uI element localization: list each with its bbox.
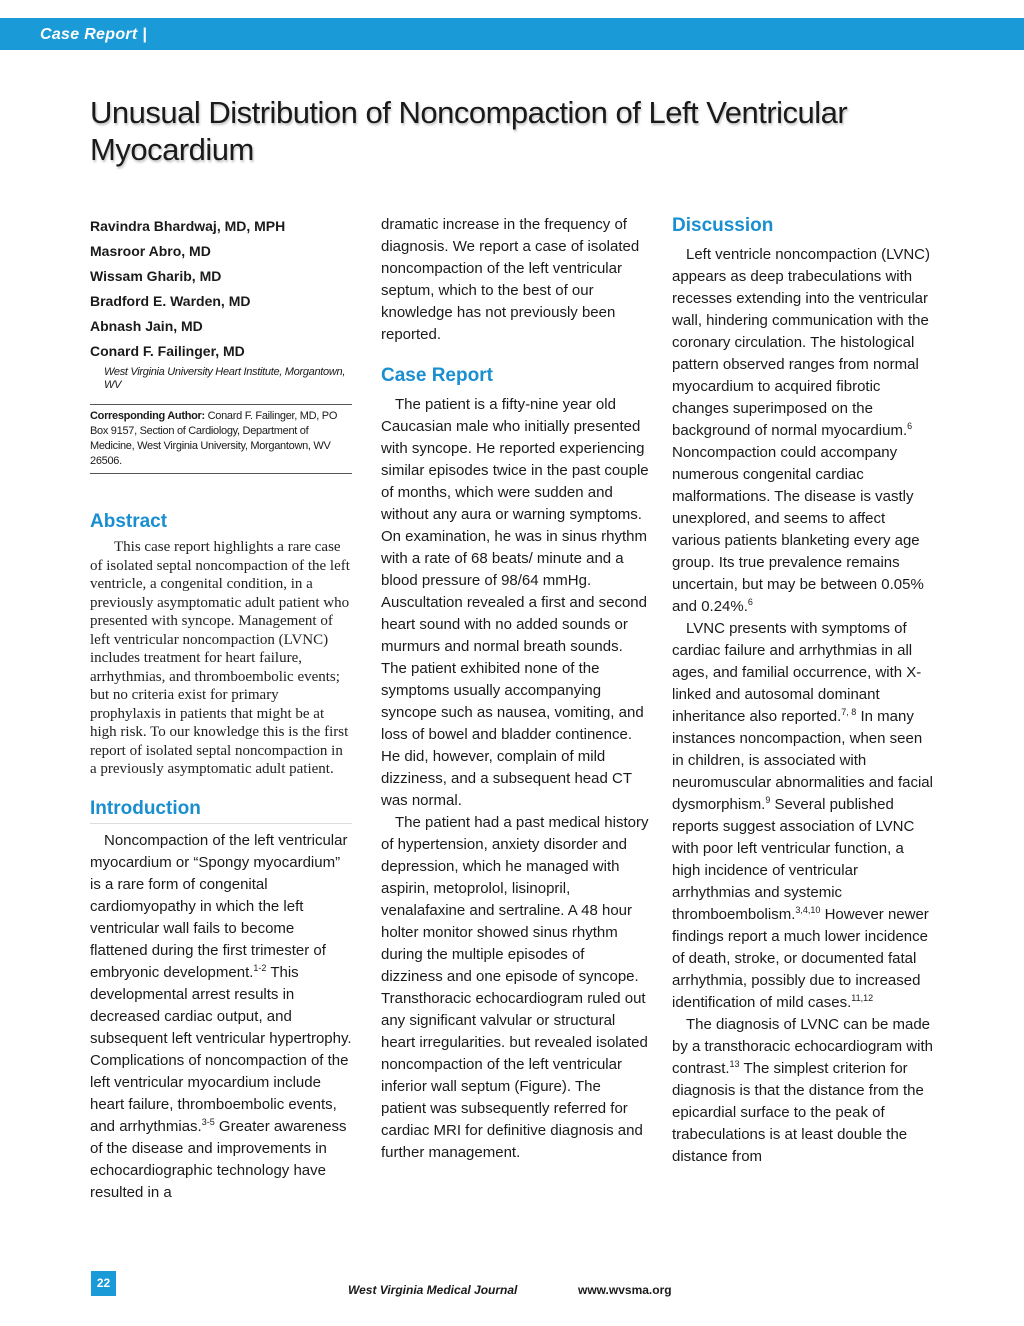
text-run: The simplest criterion for diagnosis is that the distance from the epicardial surface to the peak of trabeculations is at least double the distance from [672, 1060, 924, 1165]
column-1 [90, 214, 352, 1204]
discussion-paragraph [672, 1014, 934, 1168]
article-title: Unusual Distribution of Noncompaction of Left Ventricular Myocardium [90, 95, 848, 167]
corresponding-label: Corresponding Author: [90, 410, 205, 422]
citation: 1-2 [253, 962, 267, 973]
case-report-paragraph: The patient had a past medical history of hypertension, anxiety disorder and depression, which he managed with aspirin, metoprolol, lisinopril, venalafaxine and sertraline. A 48 hour holter monitor showed sinus rhythm during the multiple episodes of dizziness and one episode of syncope. Transthoracic echocardiogram ruled out any significant valvular or structural heart irregularities. but revealed isolated noncompaction of the left ventricular inferior wall septum (Figure). The patient was subsequently referred for cardiac MRI for definitive diagnosis and further management. [381, 814, 649, 1161]
abstract-text: This case report highlights a rare case of isolated septal noncompaction of the left ventricle, a congenital condition, in a previously asymptomatic adult patient who presented with syncope. Management of left ventricular noncompaction (LVNC) includes treatment for heart failure, arrhythmias, and thromboembolic events; but no criteria exist for primary prophylaxis in patients that might be at high risk. To our knowledge this is the first report of isolated septal noncompaction in a previously asymptomatic adult patient. [90, 539, 350, 777]
discussion-paragraph [672, 244, 934, 618]
author: Conard F. Failinger, MD [90, 343, 245, 359]
journal-url: www.wvsma.org [578, 1283, 672, 1297]
section-label: Case Report | [40, 26, 148, 43]
author-list [90, 214, 352, 392]
text-run: Greater awareness of the disease and improvements in echocardiographic technology have resulted in a [90, 1117, 347, 1201]
text-run: Noncompaction could accompany numerous congenital cardiac malformations. The disease is vastly unexplored, and seems to affect various patients blanketing every age group. Its true prevalence remains uncertain, but may be between 0.05% and 0.24%. [672, 444, 924, 615]
author: Wissam Gharib, MD [90, 268, 222, 284]
discussion-paragraph [672, 618, 934, 1014]
divider [90, 473, 352, 474]
text-run: The diagnosis of LVNC can be made by a transthoracic echocardiogram with contrast. [672, 1016, 933, 1077]
text-run: This developmental arrest results in decreased cardiac output, and subsequent left ventricular hypertrophy. Complications of noncompaction of the left ventricular myocardium include heart failure, thromboembolic events, and arrhythmias. [90, 963, 352, 1135]
divider [90, 404, 352, 405]
page-number: 22 [91, 1271, 116, 1296]
citation: 3,4,10 [795, 905, 821, 915]
text-run: In many instances noncompaction, when seen in children, is associated with neuromuscular abnormalities and facial dysmorphism. [672, 708, 933, 813]
column-3 [672, 214, 934, 1168]
text-run: LVNC presents with symptoms of cardiac failure and arrhythmias in all ages, and familial occurrence, with X-linked and autosomal dominant inheritance also reported. [672, 620, 922, 725]
case-report-heading: Case Report [381, 365, 493, 386]
citation: 6 [747, 597, 753, 607]
header-band [0, 18, 1024, 50]
text-run: Noncompaction of the left ventricular myocardium or “Spongy myocardium” is a rare form of congenital cardiomyopathy in which the left ventricular wall fails to become flattened during the first trimester of embryonic development. [90, 831, 348, 981]
text-run: Left ventricle noncompaction (LVNC) appears as deep trabeculations with recesses extending into the ventricular wall, hindering communication with the coronary circulation. The histological pattern observed ranges from normal myocardium to acquired fibrotic changes superimposed on the background of normal myocardium. [672, 246, 930, 439]
journal-name: West Virginia Medical Journal [348, 1283, 518, 1297]
column-2 [381, 214, 649, 1164]
author: Abnash Jain, MD [90, 318, 203, 334]
corresponding-text: Conard F. Failinger, MD, PO Box 9157, Section of Cardiology, Department of Medicine, West Virginia University, Morgantown, WV 26506. [90, 410, 338, 467]
citation: 11,12 [851, 993, 874, 1003]
author: Ravindra Bhardwaj, MD, MPH [90, 218, 286, 234]
corresponding-author [90, 409, 352, 469]
citation: 6 [907, 421, 913, 431]
introduction-paragraph-continued: dramatic increase in the frequency of diagnosis. We report a case of isolated noncompaction of the left ventricular septum, which to the best of our knowledge has not previously been reported. [381, 216, 640, 343]
introduction-paragraph [90, 830, 352, 1204]
citation: 7, 8 [841, 707, 857, 717]
author: Bradford E. Warden, MD [90, 293, 251, 309]
affiliation: West Virginia University Heart Institute, Morgantown, WV [104, 366, 346, 391]
citation: 9 [765, 795, 771, 805]
text-run: Several published reports suggest association of LVNC with poor left ventricular function, a high incidence of ventricular arrhythmias and systemic thromboembolism. [672, 796, 915, 923]
introduction-heading: Introduction [90, 797, 352, 824]
text-run: However newer findings report a much lower incidence of death, stroke, or documented fatal arrhythmia, possibly due to increased identification of mild cases. [672, 906, 929, 1011]
case-report-paragraph: The patient is a fifty-nine year old Caucasian male who initially presented with syncope. He reported experiencing similar episodes twice in the past couple of months, which were sudden and without any aura or warning symptoms. On examination, he was in sinus rhythm with a rate of 68 beats/ minute and a blood pressure of 98/64 mmHg. Auscultation revealed a first and second heart sound with no added sounds or murmurs and normal breath sounds. The patient exhibited none of the symptoms usually accompanying syncope such as nausea, vomiting, and loss of bowel and bladder continence. He did, however, complain of mild dizziness, and a subsequent head CT was normal. [381, 396, 649, 809]
citation: 13 [729, 1059, 740, 1069]
abstract-heading: Abstract [90, 511, 168, 532]
discussion-heading: Discussion [672, 215, 774, 236]
author: Masroor Abro, MD [90, 243, 211, 259]
citation: 3-5 [201, 1116, 215, 1127]
